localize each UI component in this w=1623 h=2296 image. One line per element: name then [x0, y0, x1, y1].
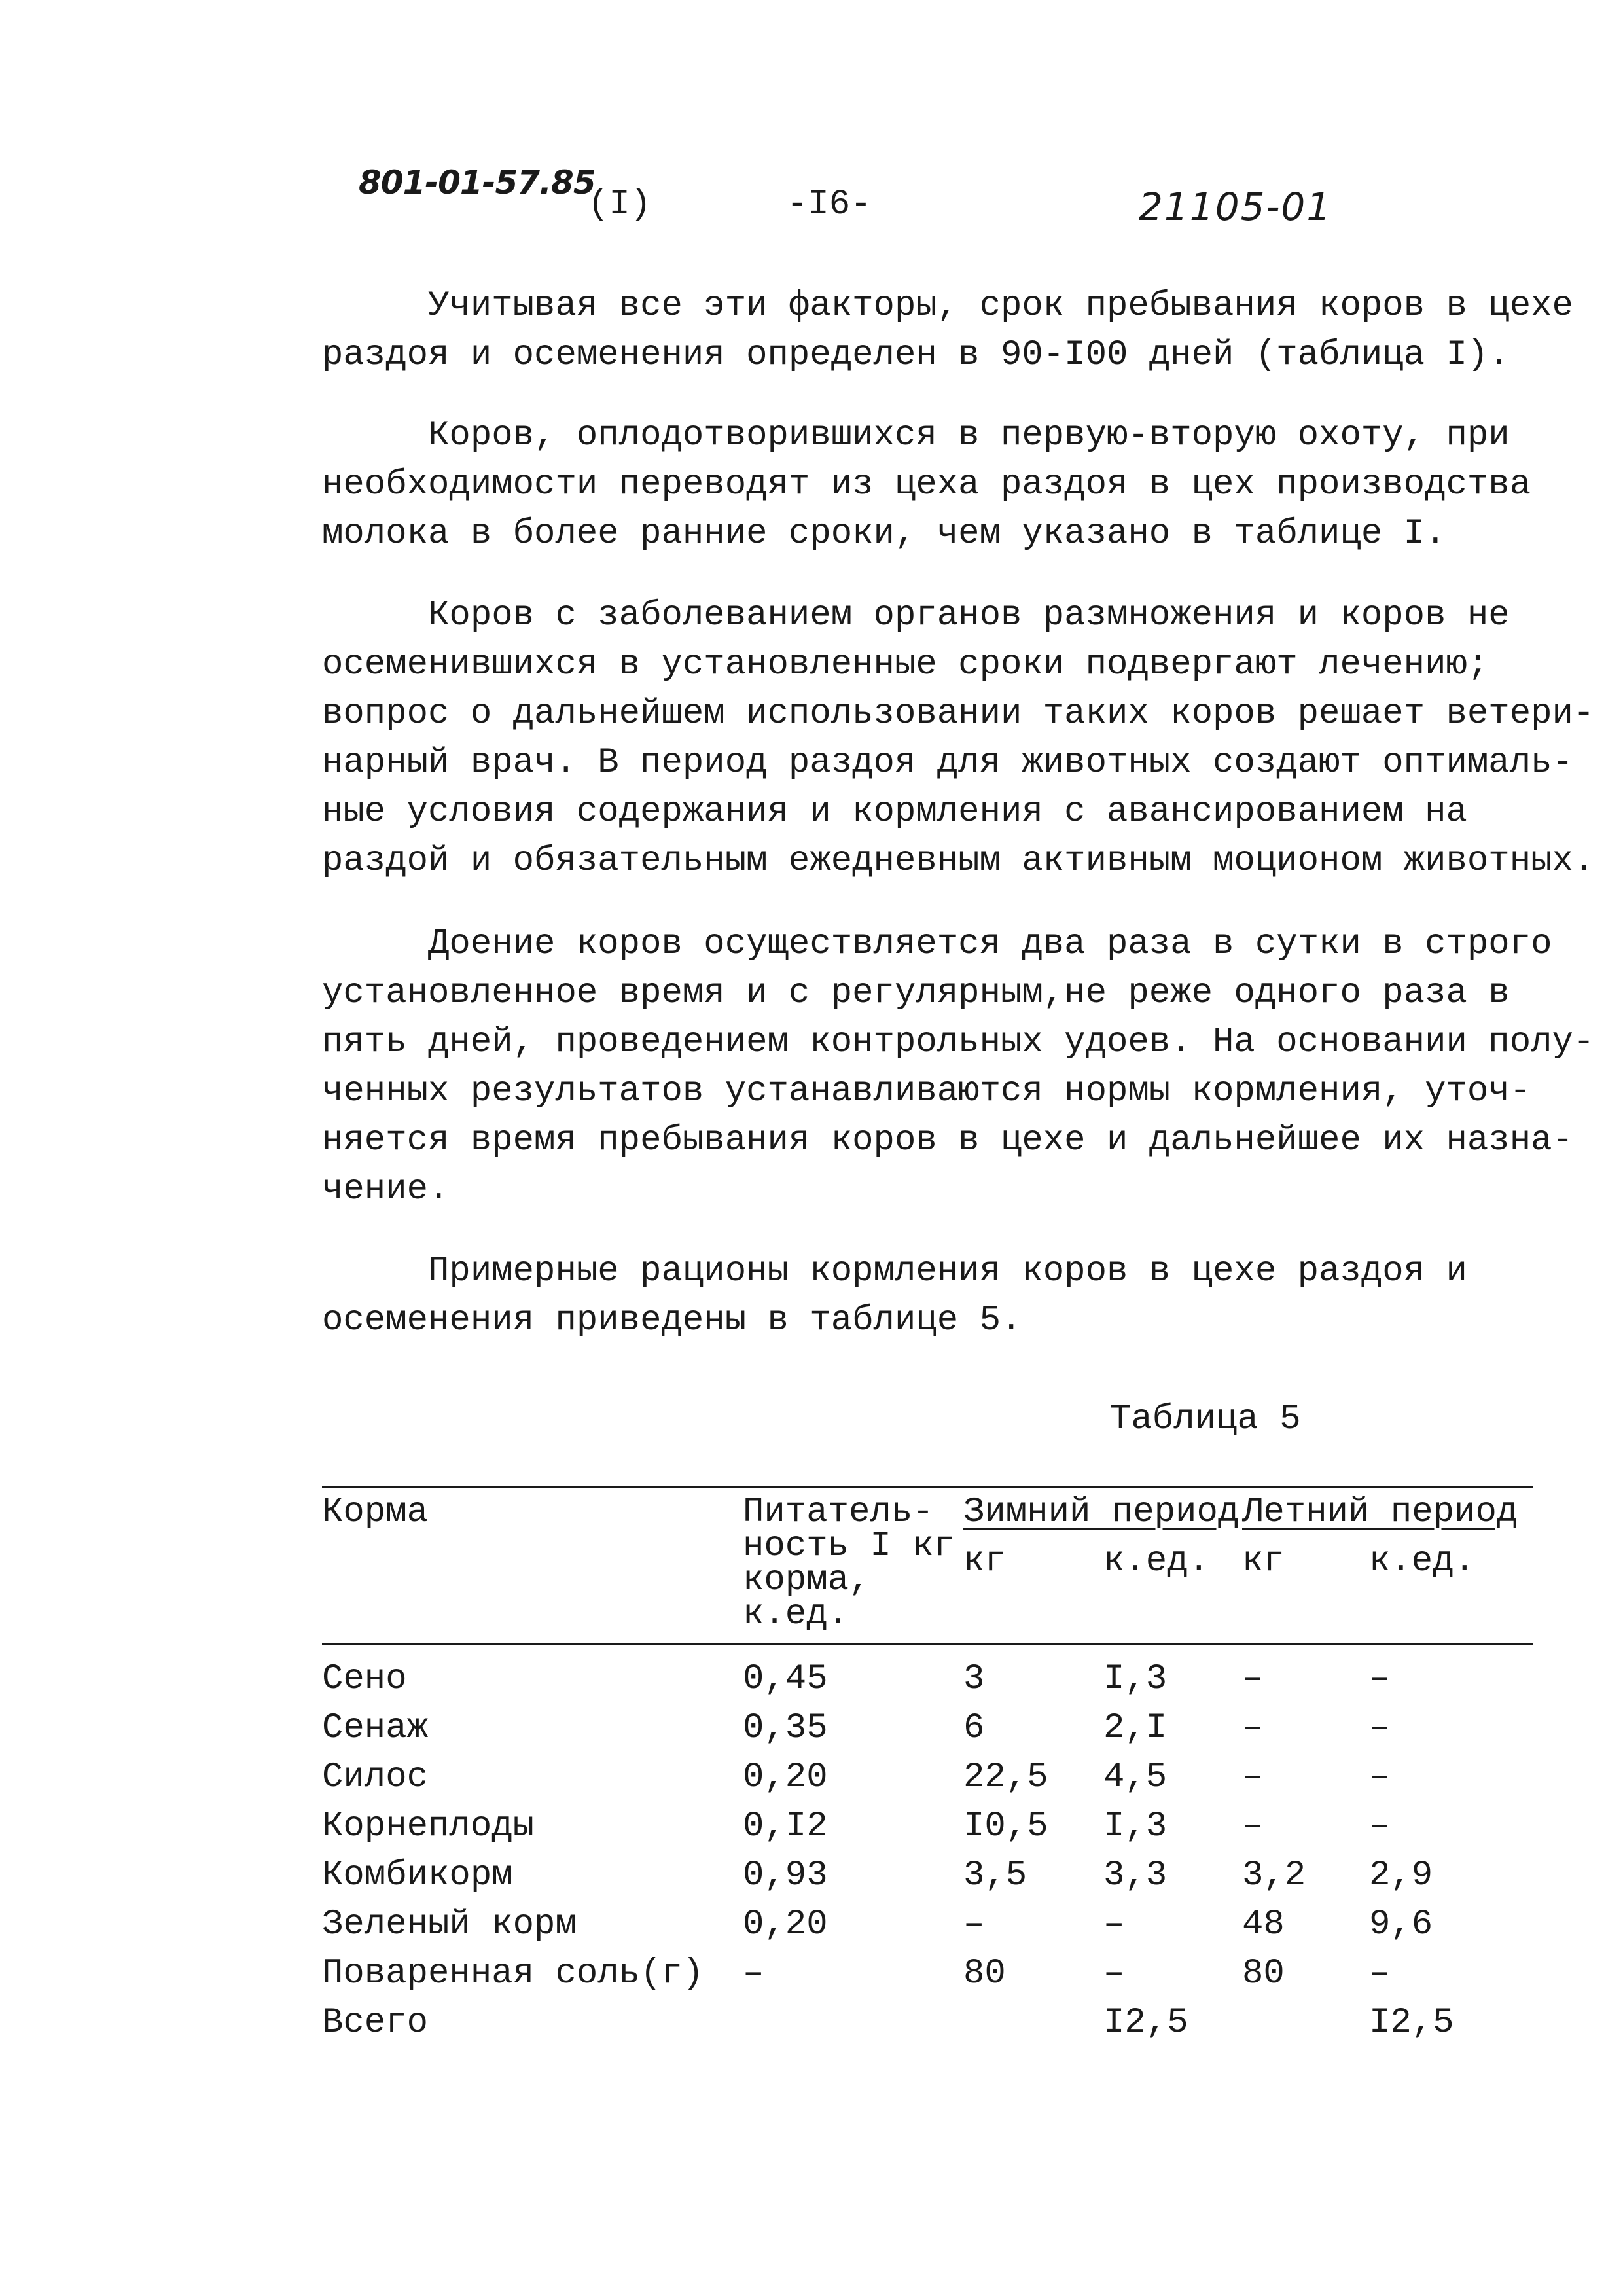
cell-winter-kg: I0,5 — [963, 1806, 1048, 1846]
cell-winter-ked: – — [1103, 1905, 1125, 1945]
cell-summer-ked: 9,6 — [1369, 1905, 1433, 1945]
text-line: нарный врач. В период раздоя для животных создают оптималь- — [322, 743, 1573, 783]
text-line: ченных результатов устанавливаются нормы кормления, уточ- — [322, 1071, 1531, 1111]
table-row — [0, 1802, 1623, 1851]
table-caption: Таблица 5 — [1110, 1399, 1301, 1439]
cell-winter-ked: I,3 — [1103, 1659, 1168, 1699]
cell-feed: Силос — [322, 1757, 429, 1797]
text-line: Коров с заболеванием органов размножения и коров не — [322, 596, 1510, 636]
header-nutrition-line: корма, — [743, 1560, 870, 1600]
cell-summer-kg: – — [1242, 1659, 1264, 1699]
cell-summer-kg: 48 — [1242, 1905, 1285, 1945]
cell-summer-kg: – — [1242, 1806, 1264, 1846]
table-row — [0, 1949, 1623, 1998]
text-line: раздой и обязательным ежедневным активным моционом животных. — [322, 841, 1595, 881]
cell-nutrition: 0,I2 — [743, 1806, 828, 1846]
text-line: ные условия содержания и кормления с авансированием на — [322, 792, 1467, 832]
header-winter-kg: кг — [963, 1541, 1006, 1581]
header-feed: Корма — [322, 1492, 429, 1532]
cell-winter-ked: 2,I — [1103, 1708, 1168, 1748]
text-line: вопрос о дальнейшем использовании таких коров решает ветери- — [322, 694, 1595, 734]
cell-feed: Сенаж — [322, 1708, 429, 1748]
paragraph-2 — [322, 411, 1531, 558]
cell-summer-ked: – — [1369, 1757, 1391, 1797]
text-line: необходимости переводят из цеха раздоя в цех производства — [322, 465, 1531, 505]
header-winter-period: Зимний период — [963, 1492, 1240, 1532]
text-line: установленное время и с регулярным,не реже одного раза в — [322, 973, 1510, 1013]
cell-feed: Корнеплоды — [322, 1806, 535, 1846]
page-number: -I6- — [787, 185, 872, 224]
text-line: пять дней, проведением контрольных удоев. На основании полу- — [322, 1022, 1595, 1062]
cell-summer-kg: – — [1242, 1757, 1264, 1797]
header-summer-ked: к.ед. — [1369, 1541, 1476, 1581]
table-top-rule — [322, 1486, 1533, 1488]
text-line: раздоя и осеменения определен в 90-I00 дней (таблица I). — [322, 335, 1510, 375]
cell-nutrition: – — [743, 1954, 764, 1994]
header-nutrition-line: к.ед. — [743, 1594, 849, 1634]
paragraph-1 — [322, 281, 1573, 380]
cell-summer-kg: 3,2 — [1242, 1856, 1306, 1895]
cell-winter-kg: 6 — [963, 1708, 985, 1748]
cell-summer-kg: 80 — [1242, 1954, 1285, 1994]
cell-winter-ked: I,3 — [1103, 1806, 1168, 1846]
cell-feed: Всего — [322, 2003, 429, 2043]
table-header-rule — [322, 1643, 1533, 1645]
table-row — [0, 1900, 1623, 1949]
cell-winter-ked: I2,5 — [1103, 2003, 1188, 2043]
header-nutrition — [743, 1492, 955, 1634]
cell-summer-ked: – — [1369, 1954, 1391, 1994]
header-nutrition-line: Питатель- — [743, 1492, 934, 1532]
cell-winter-ked: – — [1103, 1954, 1125, 1994]
cell-winter-kg: 80 — [963, 1954, 1006, 1994]
cell-winter-ked: 4,5 — [1103, 1757, 1168, 1797]
part-number: (I) — [588, 185, 652, 224]
cell-nutrition: 0,20 — [743, 1905, 828, 1945]
cell-nutrition: 0,45 — [743, 1659, 828, 1699]
cell-feed: Сено — [322, 1659, 407, 1699]
text-line: Учитывая все эти факторы, срок пребывания коров в цехе — [322, 286, 1573, 326]
header-winter-ked: к.ед. — [1103, 1541, 1210, 1581]
cell-nutrition: 0,93 — [743, 1856, 828, 1895]
cell-summer-ked: – — [1369, 1708, 1391, 1748]
cell-winter-ked: 3,3 — [1103, 1856, 1168, 1895]
cell-winter-kg: 3,5 — [963, 1856, 1027, 1895]
text-line: молока в более ранние сроки, чем указано в таблице I. — [322, 514, 1446, 554]
cell-feed: Комбикорм — [322, 1856, 513, 1895]
text-line: Коров, оплодотворившихся в первую-вторую охоту, при — [322, 416, 1510, 456]
cell-feed: Зеленый корм — [322, 1905, 577, 1945]
cell-winter-kg: 22,5 — [963, 1757, 1048, 1797]
table-row — [0, 1753, 1623, 1802]
text-line: осеменившихся в установленные сроки подвергают лечению; — [322, 645, 1489, 685]
header-nutrition-line: ность I кг — [743, 1526, 955, 1566]
text-line: Примерные рационы кормления коров в цехе раздоя и — [322, 1251, 1467, 1291]
paragraph-4 — [322, 920, 1594, 1214]
header-summer-period: Летний период — [1242, 1492, 1518, 1532]
text-line: чение. — [322, 1170, 450, 1210]
table-row — [0, 1704, 1623, 1753]
cell-nutrition: 0,35 — [743, 1708, 828, 1748]
cell-summer-ked: I2,5 — [1369, 2003, 1454, 2043]
cell-summer-ked: – — [1369, 1659, 1391, 1699]
paragraph-5 — [322, 1247, 1467, 1345]
text-line: Доение коров осуществляется два раза в сутки в строго — [322, 924, 1552, 964]
document-number: 21105-01 — [1139, 185, 1332, 229]
cell-summer-ked: 2,9 — [1369, 1856, 1433, 1895]
text-line: осеменения приведены в таблице 5. — [322, 1300, 1022, 1340]
cell-winter-kg: – — [963, 1905, 985, 1945]
cell-feed: Поваренная соль(г) — [322, 1954, 704, 1994]
table-row — [0, 1655, 1623, 1704]
cell-winter-kg: 3 — [963, 1659, 985, 1699]
text-line: няется время пребывания коров в цехе и дальнейшее их назна- — [322, 1121, 1573, 1160]
document-code: 801-01-57.85 — [359, 164, 596, 202]
cell-summer-ked: – — [1369, 1806, 1391, 1846]
cell-nutrition: 0,20 — [743, 1757, 828, 1797]
paragraph-3 — [322, 591, 1594, 886]
cell-summer-kg: – — [1242, 1708, 1264, 1748]
header-summer-kg: кг — [1242, 1541, 1285, 1581]
table-row-total — [0, 1998, 1623, 2047]
table-row — [0, 1851, 1623, 1900]
